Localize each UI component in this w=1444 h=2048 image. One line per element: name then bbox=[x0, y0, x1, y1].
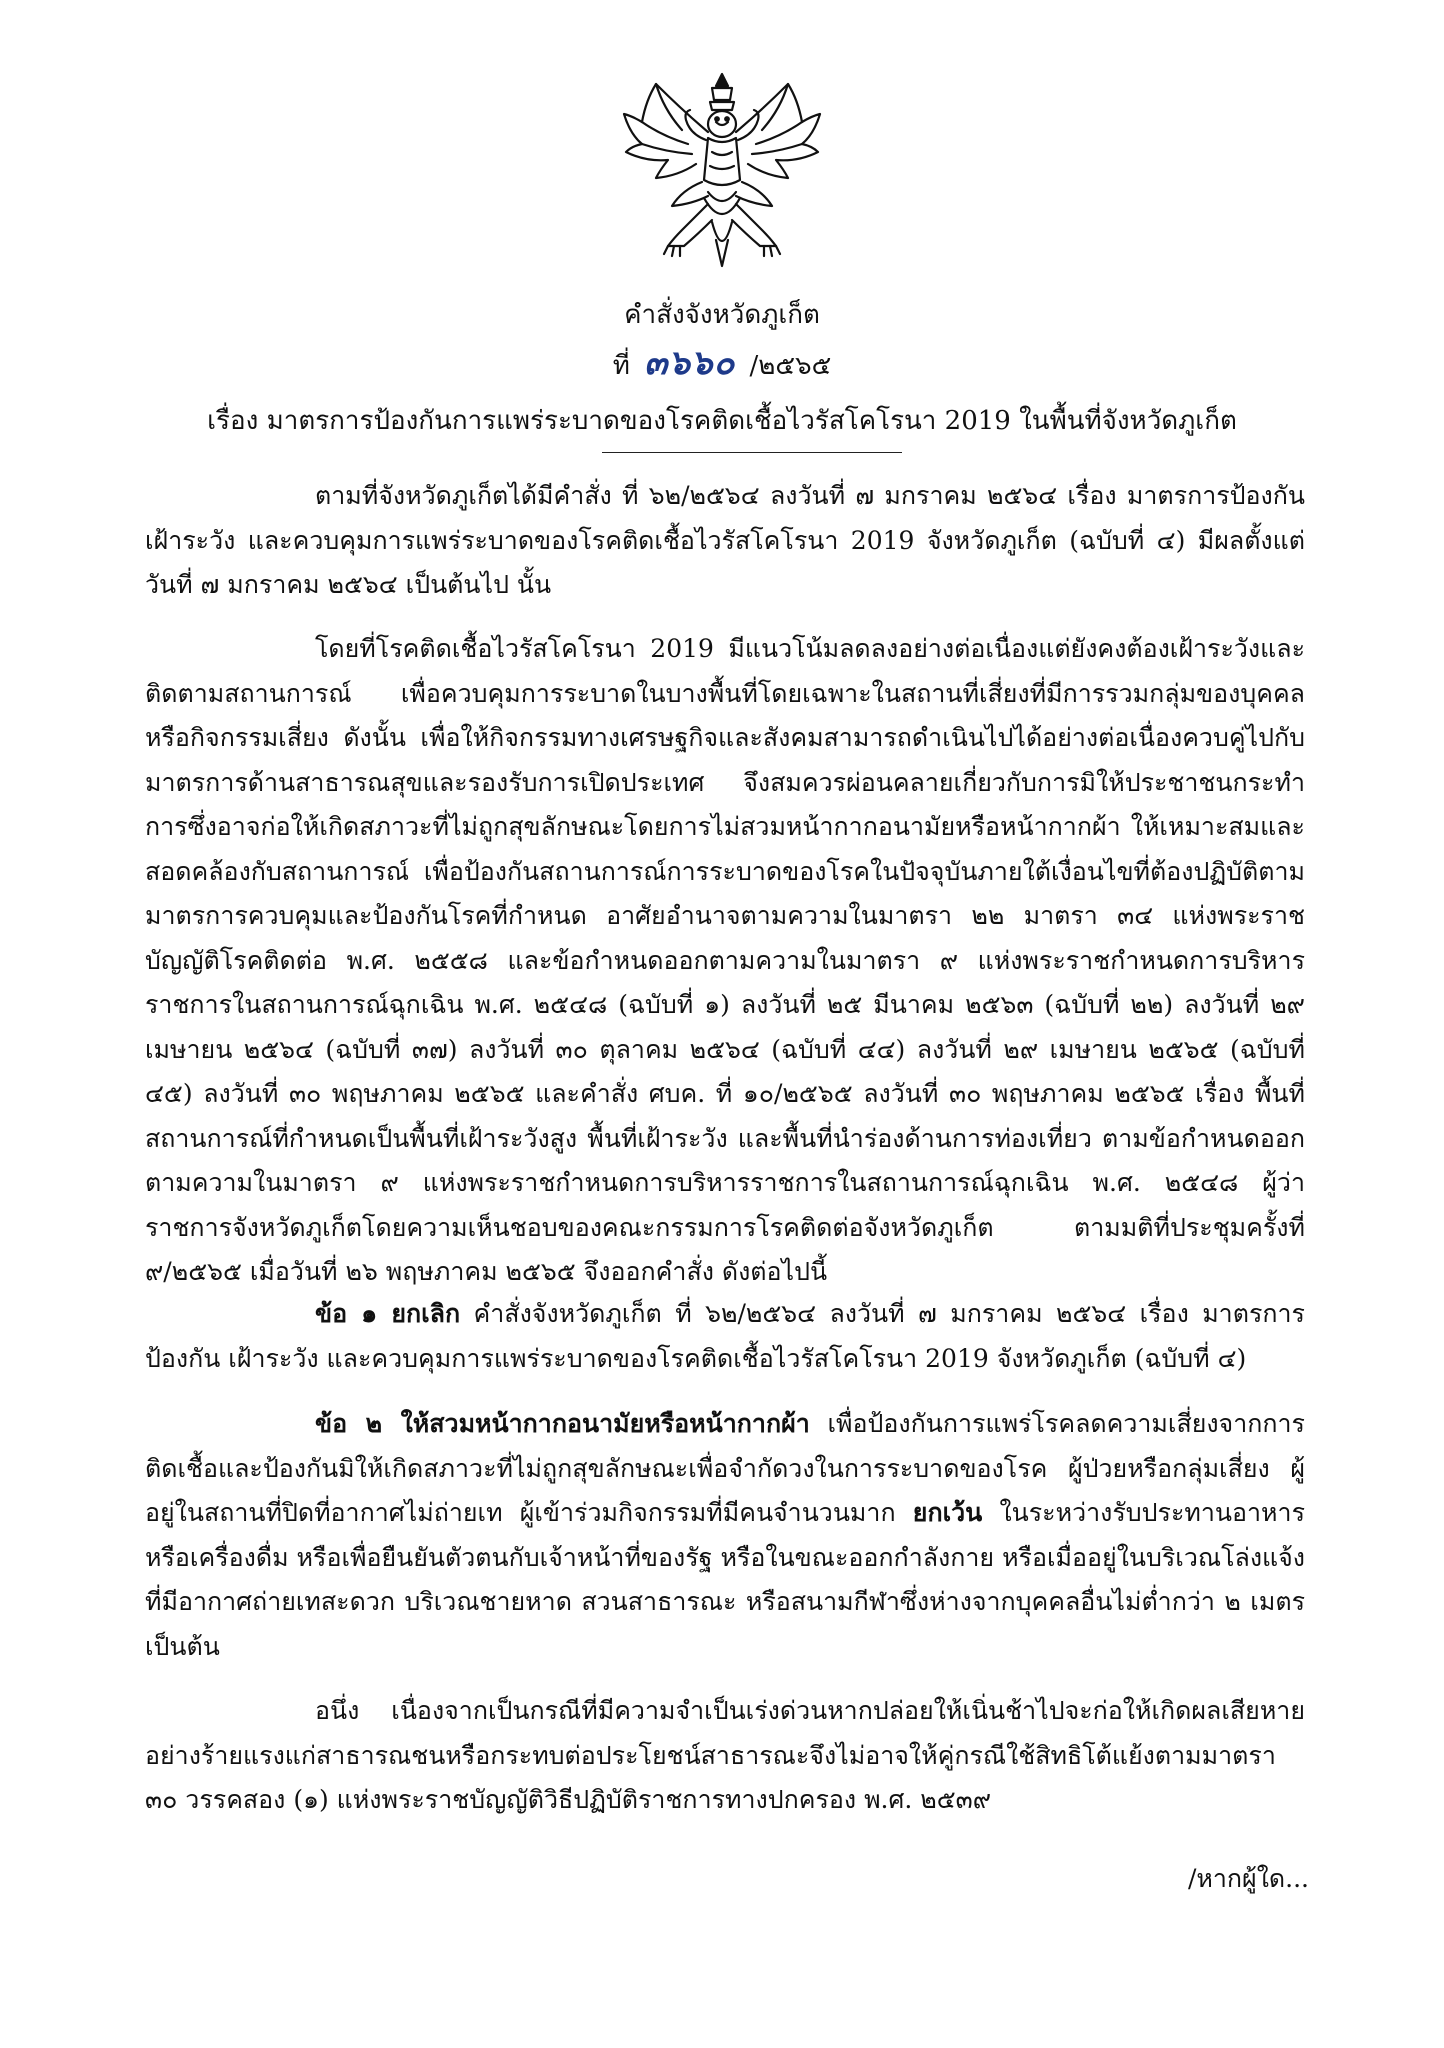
garuda-emblem-icon bbox=[612, 70, 832, 270]
paragraph-clause-1 bbox=[145, 1292, 1305, 1381]
order-number-prefix: ที่ bbox=[612, 351, 630, 381]
paragraph-rationale: โดยที่โรคติดเชื้อไวรัสโคโรนา 2019 มีแนวโน้มลดลงอย่างต่อเนื่องแต่ยังคงต้องเฝ้าระวังและติดตามสถานการณ์ เพื่อควบคุมการระบาดในบางพื้นที่โดยเฉพาะในสถานที่เสี่ยงที่มีการรวมกลุ่มของบุคคลหรือกิจกรรมเสี่ยง ดังนั้น เพื่อให้กิจกรรมทางเศรษฐกิจและสังคมสามารถดำเนินไปได้อย่างต่อเนื่องควบคู่ไปกับมาตรการด้านสาธารณสุขและรองรับการเปิดประเทศ จึงสมควรผ่อนคลายเกี่ยวกับการมิให้ประชาชนกระทำการซึ่งอาจก่อให้เกิดสภาวะที่ไม่ถูกสุขลักษณะโดยการไม่สวมหน้ากากอนามัยหรือหน้ากากผ้า ให้เหมาะสมและสอดคล้องกับสถานการณ์ เพื่อป้องกันสถานการณ์การระบาดของโรคในปัจจุบันภายใต้เงื่อนไขที่ต้องปฏิบัติตามมาตรการควบคุมและป้องกันโรคที่กำหนด อาศัยอำนาจตามความในมาตรา ๒๒ มาตรา ๓๔ แห่งพระราชบัญญัติโรคติดต่อ พ.ศ. ๒๕๕๘ และข้อกำหนดออกตามความในมาตรา ๙ แห่งพระราชกำหนดการบริหารราชการในสถานการณ์ฉุกเฉิน พ.ศ. ๒๕๔๘ (ฉบับที่ ๑) ลงวันที่ ๒๕ มีนาคม ๒๕๖๓ (ฉบับที่ ๒๒) ลงวันที่ ๒๙ เมษายน ๒๕๖๔ (ฉบับที่ ๓๗) ลงวันที่ ๓๐ ตุลาคม ๒๕๖๔ (ฉบับที่ ๔๔) ลงวันที่ ๒๙ เมษายน ๒๕๖๕ (ฉบับที่ ๔๕) ลงวันที่ ๓๐ พฤษภาคม ๒๕๖๕ และคำสั่ง ศบค. ที่ ๑๐/๒๕๖๕ ลงวันที่ ๓๐ พฤษภาคม ๒๕๖๕ เรื่อง พื้นที่สถานการณ์ที่กำหนดเป็นพื้นที่เฝ้าระวังสูง พื้นที่เฝ้าระวัง และพื้นที่นำร่องด้านการท่องเที่ยว ตามข้อกำหนดออกตามความในมาตรา ๙ แห่งพระราชกำหนดการบริหารราชการในสถานการณ์ฉุกเฉิน พ.ศ. ๒๕๔๘ ผู้ว่าราชการจังหวัดภูเก็ตโดยความเห็นชอบของคณะกรรมการโรคติดต่อจังหวัดภูเก็ต ตามมติที่ประชุมครั้งที่ ๙/๒๕๖๕ เมื่อวันที่ ๒๖ พฤษภาคม ๒๕๖๕ จึงออกคำสั่ง ดังต่อไปนี้ bbox=[145, 634, 1305, 1286]
page-continuation: /หากผู้ใด... bbox=[1187, 1864, 1309, 1893]
clause-1-heading: ข้อ ๑ ยกเลิก bbox=[315, 1299, 461, 1328]
document-title: คำสั่งจังหวัดภูเก็ต bbox=[624, 300, 820, 330]
clause-2-text-a: เพื่อป้องกันการแพร่โรคลดความเสี่ยงจากการติดเชื้อและป้องกันมิให้เกิดสภาวะที่ไม่ถูกสุขลักษณะเพื่อจำกัดวงในการระบาดของโรค ผู้ป่วยหรือกลุ่มเสี่ยง ผู้อยู่ในสถานที่ปิดที่อากาศไม่ถ่ายเท ผู้เข้าร่วมกิจกรรมที่มีคนจำนวนมาก bbox=[145, 1409, 1305, 1527]
clause-2-heading: ข้อ ๒ ให้สวมหน้ากากอนามัยหรือหน้ากากผ้า bbox=[315, 1409, 810, 1438]
paragraph-reference: ตามที่จังหวัดภูเก็ตได้มีคำสั่ง ที่ ๖๒/๒๕๖๔ ลงวันที่ ๗ มกราคม ๒๕๖๔ เรื่อง มาตรการป้องกัน เฝ้าระวัง และควบคุมการแพร่ระบาดของโรคติดเชื้อไวรัสโคโรนา 2019 จังหวัดภูเก็ต (ฉบับที่ ๔) มีผลตั้งแต่วันที่ ๗ มกราคม ๒๕๖๔ เป็นต้นไป นั้น bbox=[145, 481, 1305, 599]
clause-2-text-b: ในระหว่างรับประทานอาหารหรือเครื่องดื่ม หรือเพื่อยืนยันตัวตนกับเจ้าหน้าที่ของรัฐ หรือในขณะออกกำลังกาย หรือเมื่ออยู่ในบริเวณโล่งแจ้งที่มีอากาศถ่ายเทสะดวก บริเวณชายหาด สวนสาธารณะ หรือสนามกีฬาซึ่งห่างจากบุคคลอื่นไม่ต่ำกว่า ๒ เมตร เป็นต้น bbox=[145, 1498, 1305, 1661]
order-number-handwritten: ๓๖๖๐ bbox=[644, 343, 736, 383]
order-number bbox=[0, 343, 1444, 383]
document-subject: เรื่อง มาตรการป้องกันการแพร่ระบาดของโรคติดเชื้อไวรัสโคโรนา 2019 ในพื้นที่จังหวัดภูเก็ต bbox=[207, 406, 1237, 436]
paragraph-clause-2 bbox=[145, 1402, 1305, 1669]
order-number-year: /๒๕๖๕ bbox=[749, 351, 832, 381]
clause-2-exception: ยกเว้น bbox=[912, 1498, 983, 1527]
paragraph-urgency: อนึ่ง เนื่องจากเป็นกรณีที่มีความจำเป็นเร่งด่วนหากปล่อยให้เนิ่นช้าไปจะก่อให้เกิดผลเสียหายอย่างร้ายแรงแก่สาธารณชนหรือกระทบต่อประโยชน์สาธารณะจึงไม่อาจให้คู่กรณีใช้สิทธิโต้แย้งตามมาตรา ๓๐ วรรคสอง (๑) แห่งพระราชบัญญัติวิธีปฏิบัติราชการทางปกครอง พ.ศ. ๒๕๓๙ bbox=[145, 1696, 1305, 1814]
clause-1-text: คำสั่งจังหวัดภูเก็ต ที่ ๖๒/๒๕๖๔ ลงวันที่ ๗ มกราคม ๒๕๖๔ เรื่อง มาตรการป้องกัน เฝ้าระวัง และควบคุมการแพร่ระบาดของโรคติดเชื้อไวรัสโคโรนา 2019 จังหวัดภูเก็ต (ฉบับที่ ๔) bbox=[145, 1299, 1305, 1373]
title-divider bbox=[602, 452, 902, 453]
